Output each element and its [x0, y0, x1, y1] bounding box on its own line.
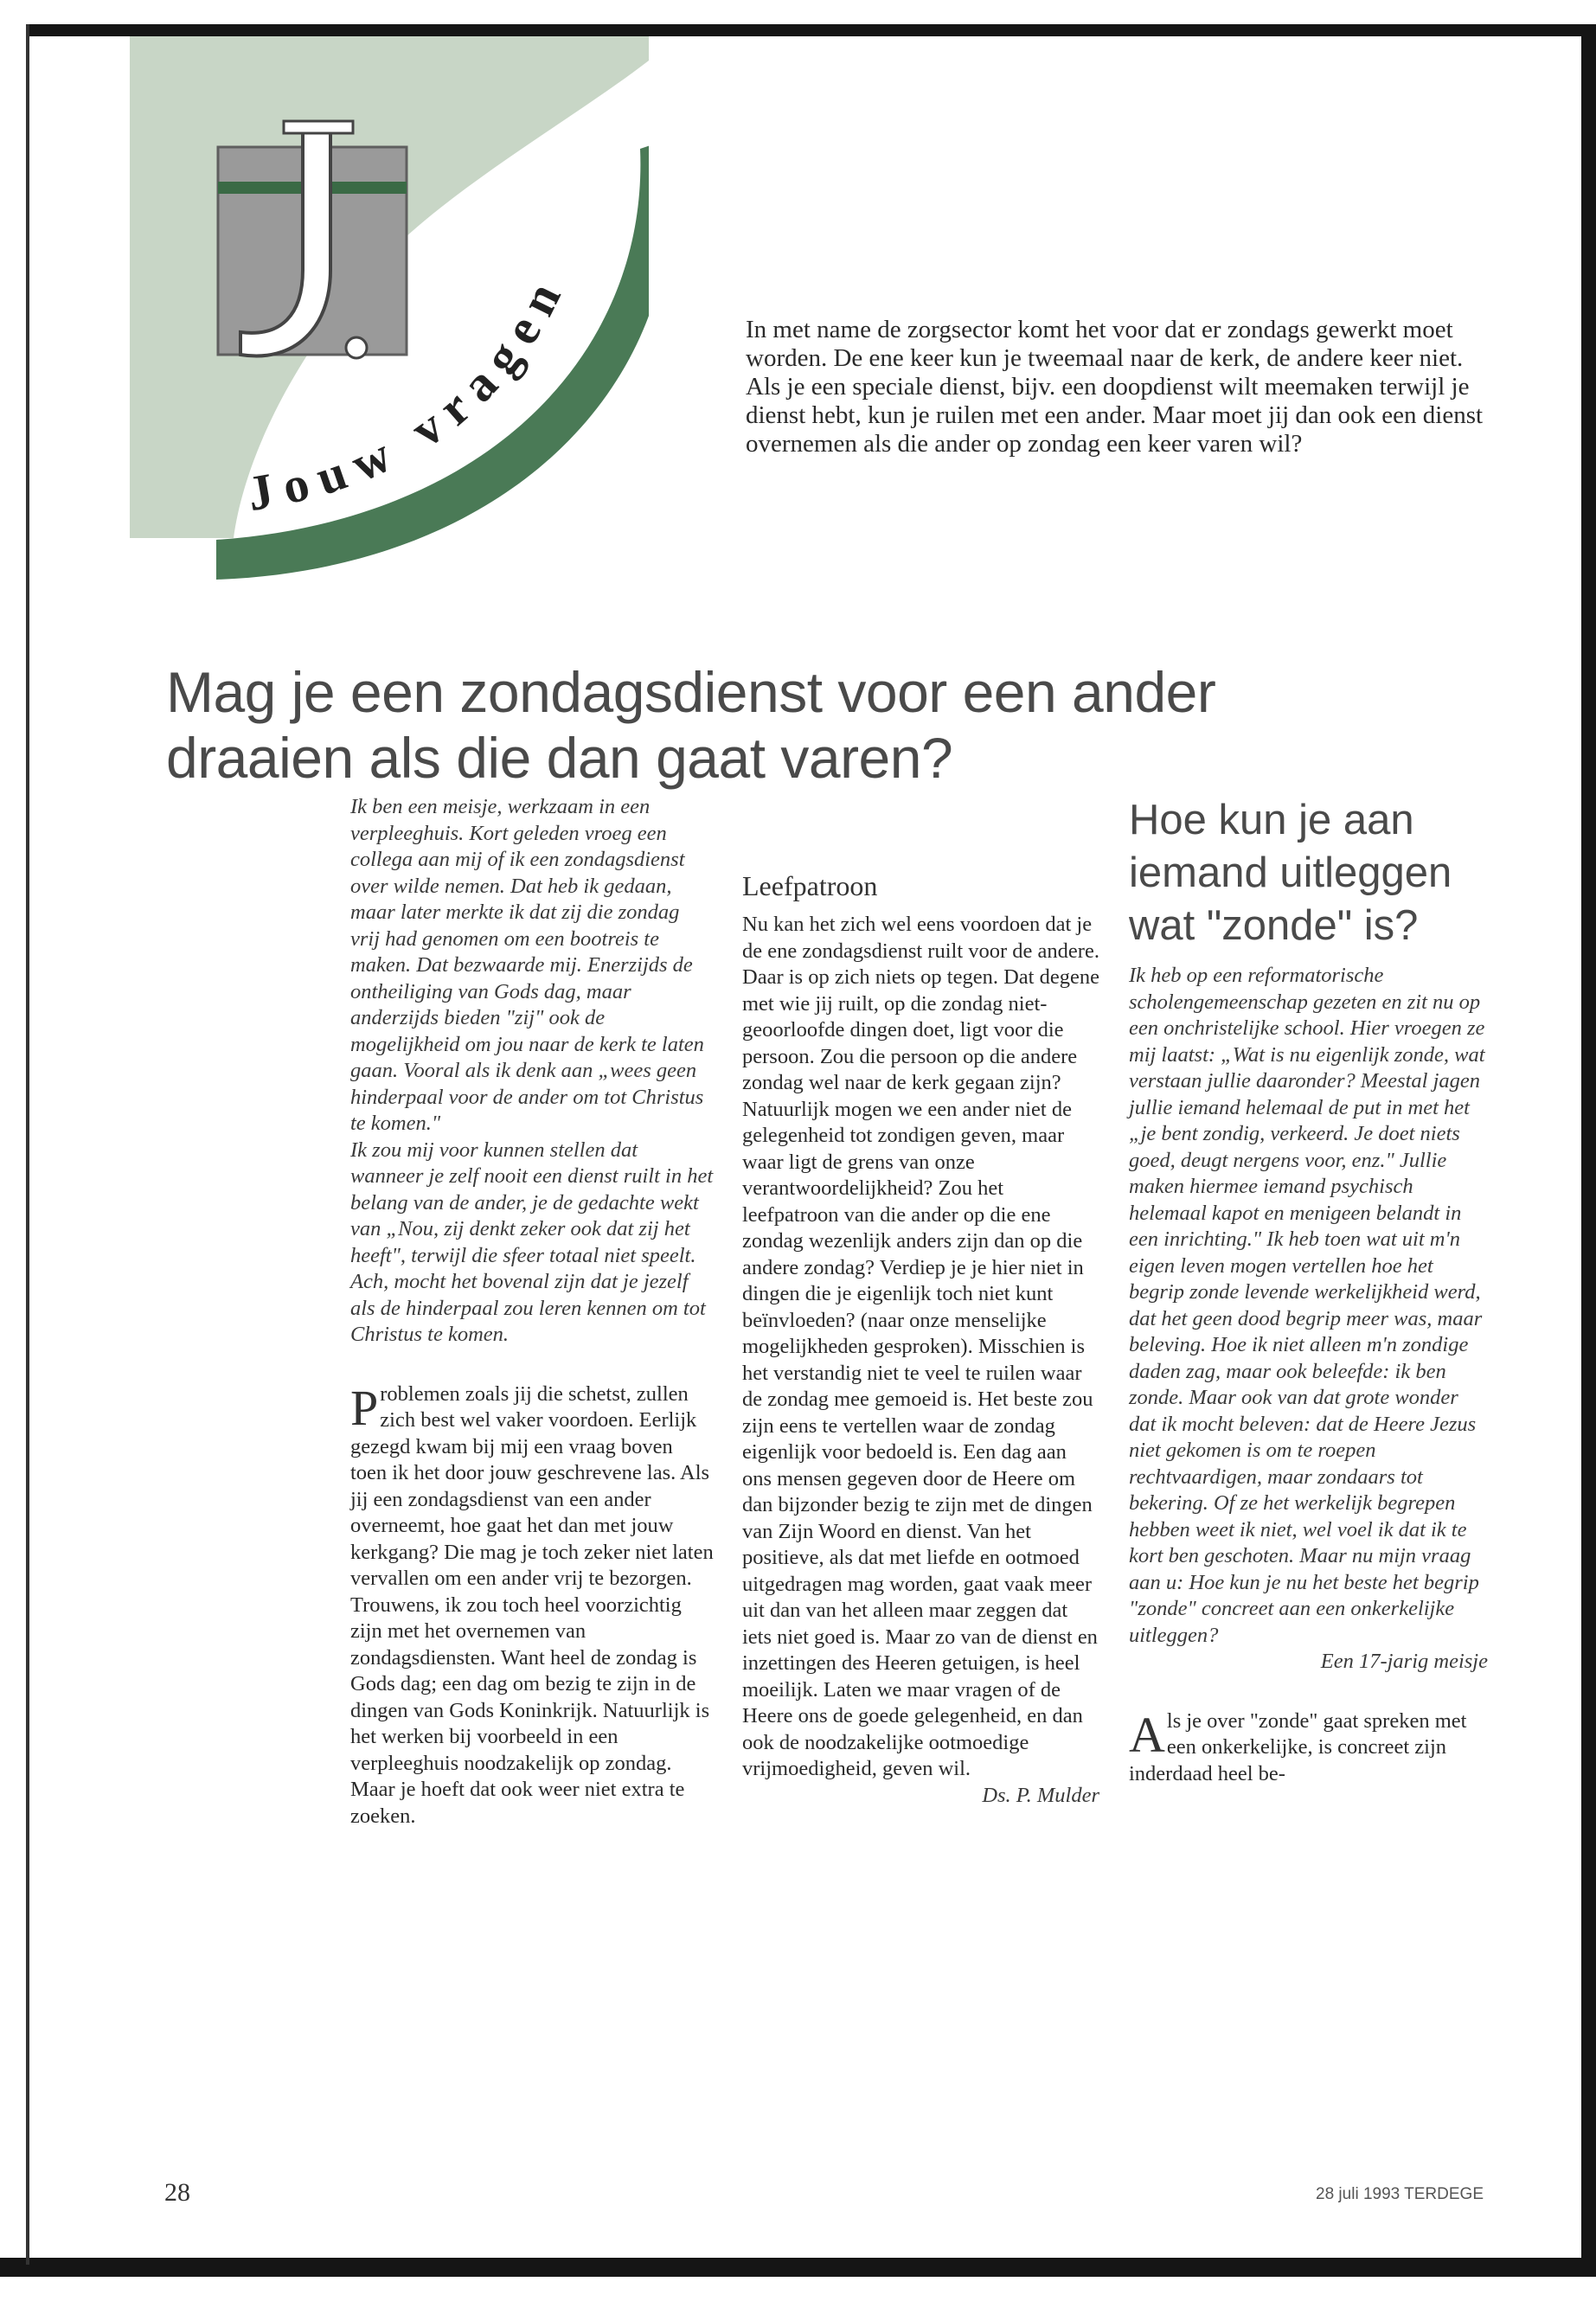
question-heading: Hoe kun je aan iemand uitleggen wat "zonde" is?: [1129, 797, 1452, 949]
letter-paragraph-2: Ik zou mij voor kunnen stellen dat wanneer je zelf nooit een dienst ruilt in het belang van de ander, je de gedachte wekt van „Nou, zij denkt zeker ook dat zij het heeft", terwijl die sfeer totaal niet speelt. Ach, mocht het bovenal zijn dat je jezelf als de hinderpaal zou leren kennen om tot Christus te komen.: [350, 1138, 714, 1346]
page-border-right: [1581, 24, 1596, 2273]
dropcap-p: P: [350, 1379, 379, 1436]
answer-text-1: roblemen zoals jij die schetst, zullen zich best wel vaker voordoen. Eerlijk gezegd kwam bij mij een vraag boven toen ik het door jouw geschrevene las. Als jij een zondagsdienst van een ander overneemt, hoe gaat het dan met jouw kerkgang? Die mag je toch zeker niet laten vervallen om een ander vrij te bezorgen. Trouwens, ik zou toch heel voorzichtig zijn met het overnemen van zondagsdiensten. Want heel de zondag is Gods dag; een dag om bezig te zijn in de dingen van Gods Koninkrijk. Natuurlijk is het werken bij voorbeeld in een verpleeghuis noodzakelijk op zondag. Maar je hoeft dat ook weer niet extra te zoeken.: [350, 1381, 714, 1828]
letter-paragraph-1: Ik ben een meisje, werkzaam in een verpleeghuis. Kort geleden vroeg een collega aan mij of ik een zondagsdienst over wilde nemen. Dat heb ik gedaan, maar later merkte ik dat zij die zondag vrij had genomen om een bootreis te maken. Dat bezwaarde mij. Enerzijds de ontheiliging van Gods dag, maar anderzijds bieden "zij" ook de mogelijkheid om jou naar de kerk te laten gaan. Vooral als ik denk aan „wees geen hinderpaal voor de ander om tot Christus te komen.": [350, 795, 704, 1135]
answer-zonde: [1129, 1708, 1488, 1788]
answer-paragraph-2: Nu kan het zich wel eens voordoen dat je de ene zondagsdienst ruilt voor de andere. Daar is op zich niets op tegen. Dat degene met wie jij ruilt, op die zondag niet-geoorloofde dingen doet, ligt voor die persoon. Zou die persoon op die andere zondag wel naar de kerk gegaan zijn? Natuurlijk mogen we een ander niet de gelegenheid tot zondigen geven, maar waar ligt de grens van onze verantwoordelijkheid? Zou het leefpatroon van die ander op die ene zondag wezenlijk anders zijn dan op die andere zondag? Verdiep je je hier niet in dingen die je eigenlijk toch niet kunt beïnvloeden? (naar onze menselijke mogelijkheden gesproken). Misschien is het verstandig niet te veel te ruilen waar de zondag mee gemoeid is. Het beste zou zijn eens te vertellen waar de zondag eigenlijk voor bedoeld is. Een dag aan ons mensen gegeven door de Heere om dan bijzonder bezig te zijn met de dingen van Zijn Woord en dienst. Van het positieve, als dat met liefde en ootmoed uitgedragen mag worden, gaat vaak meer uit dan van het alleen maar zeggen dat iets niet goed is. Maar zo van de dienst en inzettingen des Heeren getuigen, is heel moeilijk. Laten we maar vragen of de Heere ons de goede gelegenheid, en dan ook de noodzakelijke ootmoedige vrijmoedigheid, geven wil.: [742, 913, 1099, 1780]
page-border-left: [26, 24, 29, 2265]
page-border-top: [26, 24, 1596, 36]
headline: Mag je een zondagsdienst voor een ander draaien als die dan gaat varen?: [166, 660, 1216, 791]
dropcap-a: A: [1129, 1706, 1165, 1763]
signature-meisje: Een 17-jarig meisje: [1320, 1650, 1488, 1673]
question-letter: Ik heb op een reformatorische scholengemeenschap gezeten en zit nu op een onchristelijke school. Hier vroegen ze mij laatst: „Wat is nu eigenlijk zonde, wat verstaan jullie daaronder? Meestal jagen jullie iemand helemaal de put in met het „je bent zondig, verkeerd. Je doet niets goed, deugt nergens voor, enz." Jullie maken hiermee iemand psychisch helemaal kapot en menigeen belandt in een inrichting." Ik heb toen wat uit m'n eigen leven mogen vertellen hoe het begrip zonde levende werkelijkheid werd, dat het geen dood begrip meer was, maar beleving. Hoe ik niet alleen m'n zondige daden zag, maar ook beleefde: ik ben zonde. Maar ook van dat grote wonder dat ik mocht beleven: dat de Heere Jezus niet gekomen is om te roepen rechtvaardigen, maar zondaars tot bekering. Of ze het werkelijk begrepen hebben weet ik niet, wel voel ik dat ik te kort ben geschoten. Maar nu mijn vraag aan u: Hoe kun je nu het beste het begrip "zonde" concreet aan een onkerkelijke uitleggen?: [1129, 964, 1485, 1647]
answer-zonde-text: ls je over "zonde" gaat spreken met een onkerkelijke, is concreet zijn inderdaad heel be-: [1129, 1708, 1467, 1785]
column-1: [350, 794, 714, 1830]
issue-footer: 28 juli 1993 TERDEGE: [1316, 2185, 1484, 2203]
column-3: [1129, 794, 1488, 1787]
jouw-vragen-logo: [130, 36, 649, 590]
answer-paragraph-1: [350, 1381, 714, 1830]
page-number: 28: [164, 2178, 190, 2207]
subhead-leefpatroon: Leefpatroon: [742, 870, 878, 901]
logo-label: Jouw vragen: [243, 262, 577, 522]
page-border-bottom: [0, 2258, 1596, 2277]
intro-text: In met name de zorgsector komt het voor dat er zondags gewerkt moet worden. De ene keer kun je tweemaal naar de kerk, de andere keer niet. Als je een speciale dienst, bijv. een doopdienst wilt meemaken terwijl je dienst hebt, kun je ruilen met een ander. Maar moet jij dan ook een dienst overnemen als die ander op zondag een keer varen wil?: [746, 316, 1484, 458]
column-2: [742, 794, 1099, 1809]
signature-mulder: Ds. P. Mulder: [982, 1783, 1099, 1807]
